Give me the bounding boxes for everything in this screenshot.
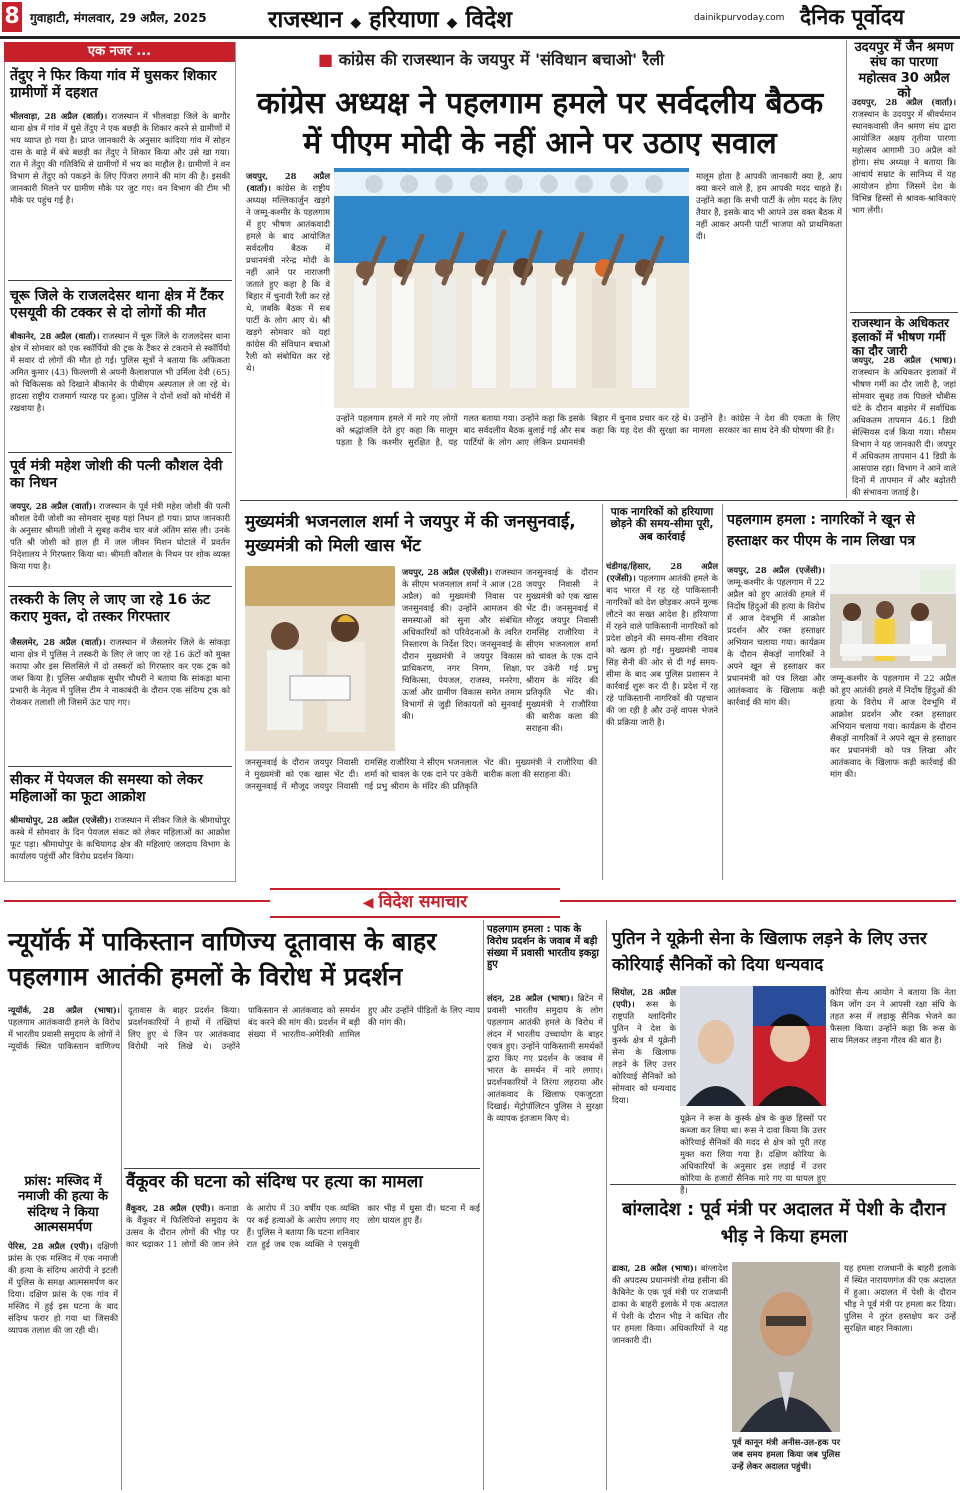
bangladesh-right-text: यह हमला राजधानी के बाहरी इलाके में स्थित नारायणगंज की एक अदालत में हुआ। अदालत में पेशी के दौरान भीड़ ने पूर्व मंत्री पर हमला कर दिया। पुलिस ने तुरंत हस्तक्षेप कर उन्हें सुरक्षित बाहर निकाला। (844, 1263, 956, 1333)
diamond-icon: ◆ (446, 15, 458, 31)
haryana-headline: पाक नागरिकों को हरियाणा छोड़ने की समय-सीमा पूरी, अब कार्रवाई (610, 506, 714, 543)
brief-dateline: श्रीमाधोपुर, 28 अप्रैल (एजेंसी)। (10, 815, 112, 825)
putin-body-right (830, 986, 956, 1176)
ek-nazar-label: एक नजर ... (4, 42, 235, 62)
ny-body (8, 1004, 480, 1166)
heat-headline: राजस्थान के अधिकतर इलाकों में भीषण गर्मी का दौर जारी (852, 316, 949, 359)
bangladesh-illustration (732, 1262, 840, 1432)
putin-body-left (612, 986, 676, 1176)
masthead (0, 0, 960, 39)
haryana-body (606, 560, 718, 878)
putin-bottom (680, 1112, 826, 1195)
cm-body (402, 566, 522, 744)
brief-text: राजस्थान में भीलवाड़ा जिले के बागौर थाना क्षेत्र में गांव में घुसे तेंदुए ने एक बछड़ी के शिकार करने से ग्रामीणों में भय व्याप्त हो गया है। प्राप्त जानकारी के अनुसार कांदिया गांव में सोहन दास के बाड़े में बंधे बछड़ी का तेंदुए ने शिकार किया और उसे खा गया। रात में तेंदुए की गतिविधि से ग्रामीणों में भय का माहौल है। ग्रामीणों ने वन विभाग से तेंदुए को पकड़ने के लिए पिंजरा लगाने की मांग की है। इसकी जानकारी मिलने पर ग्रामीण मौके पर जुट गए। वन विभाग की टीम भी मौके पर पहुंच गई है। (10, 111, 230, 205)
cm-bottom-text: जनसुनवाई के दौरान जयपुर निवासी ने मुख्यमंत्री को एक खास भेंट दी। जनसुनवाई में मौजूद जयपुर निवासी रामसिंह राजौरिया ने सीएम भजनलाल शर्मा को चावल के एक दाने पर उकेरी गई प्रभु श्रीराम के मंदिर की प्रतिकृति भेंट की। मुख्यमंत्री ने राजौरिया की बारीक कला की सराहना की। (245, 757, 597, 791)
ny-text: पहलगाम आतंकवादी हमले के विरोध में भारतीय प्रवासी समुदाय के लोगों ने न्यूयॉर्क स्थित पाकिस्तान वाणिज्य दूतावास के बाहर प्रदर्शन किया। प्रदर्शनकारियों ने हाथों में तख्तियां लिए हुए थे जिन पर आतंकवाद विरोधी नारे लिखे थे। उन्होंने पाकिस्तान से आतंकवाद को समर्थन बंद करने की मांग की। प्रदर्शन में बड़ी संख्या में भारतीय-अमेरिकी शामिल हुए और उन्होंने पीड़ितों के लिए न्याय की मांग की। (8, 1005, 480, 1051)
heat-dateline: जयपुर, 28 अप्रैल (भाषा)। (852, 355, 956, 365)
janasunvai-illustration (245, 566, 395, 751)
haryana-text: पहलगाम आतंकी हमले के बाद भारत में रह रहे पाकिस्तानी नागरिकों को देश छोड़कर अपने मुल्क लौटने का सख्त आदेश है। हरियाणा में रहने वाले पाकिस्तानी नागरिकों को प्रदेश छोड़ने की समय-सीमा रविवार को खत्म हो गई। मुख्यमंत्री नायब सिंह सैनी की ओर से दी गई समय-सीमा के बाद अब पुलिस प्रशासन ने कार्रवाई शुरू कर दी है। प्रदेश में रह रहे पाकिस्तानी नागरिकों की पहचान की जा रही है और उन्हें वापस भेजने की प्रक्रिया जारी है। (606, 573, 718, 727)
brief-body (10, 500, 230, 580)
heat-text: राजस्थान के अधिकतर इलाकों में भीषण गर्मी का दौर जारी है, जहां सोमवार सुबह तक पिछले चौबीस घंटे के दौरान बाड़मेर में सर्वाधिक अधिकतम तापमान 46.1 डिग्री सेल्सियस दर्ज किया गया। मौसम विभाग ने यह जानकारी दी। जयपुर में अधिकतम तापमान 41 डिग्री के आसपास रहा। विभाग ने आने वाले दिनों में तापमान में और बढ़ोतरी की संभावना जताई है। (852, 367, 956, 497)
main-bottom-text: उन्होंने पहलगाम हमले में मारे गए लोगों को श्रद्धांजलि देते हुए कहा कि मालूम पड़ता है कि कश्मीर सुरक्षित है, यह गलत बताया गया। उन्होंने कहा कि इसके बाद सर्वदलीय बैठक बुलाई गई और सब पार्टियों के लोग आए लेकिन प्रधानमंत्री बिहार में चुनाव प्रचार कर रहे थे। उन्होंने कहा कि यह देश की सुरक्षा का मामला है। कांग्रेस ने देश की एकता के लिए सरकार का साथ देने की घोषणा की है। (336, 413, 840, 447)
cm-right-col (526, 566, 598, 744)
rally-photo (334, 168, 689, 408)
london-text: ब्रिटेन में प्रवासी भारतीय समुदाय के लोग पहलगाम आतंकी हमले के विरोध में लंदन में भारतीय उच्चायोग के बाहर एकत्र हुए। उन्होंने पाकिस्तानी समर्थकों द्वारा किए गए प्रदर्शन के जवाब में भारत के समर्थन में नारे लगाए। प्रदर्शनकारियों ने तिरंगा लहराया और आतंकवाद के खिलाफ एकजुटता दिखाई। मेट्रोपॉलिटन पुलिस ने सुरक्षा के व्यापक इंतजाम किए थे। (487, 993, 603, 1123)
london-body (487, 992, 603, 1488)
ny-dateline: न्यूयॉर्क, 28 अप्रैल (भाषा)। (8, 1005, 120, 1015)
putin-bottom-text: यूक्रेन ने रूस के कुर्स्क क्षेत्र के कुछ हिस्सों पर कब्जा कर लिया था। रूस ने दावा किया कि उत्तर कोरियाई सैनिकों की मदद से क्षेत्र को पूरी तरह मुक्त करा लिया गया है। दक्षिण कोरिया के अधिकारियों के अनुसार इस लड़ाई में उत्तर कोरिया के हजारों सैनिक मारे गए या घायल हुए हैं। (680, 1113, 826, 1195)
haryana-dateline: चंडीगढ़/हिसार, 28 अप्रैल (एजेंसी)। (606, 561, 718, 583)
vancouver-dateline: वैंकूवर, 28 अप्रैल (एपी)। (126, 1203, 215, 1213)
chevron-left-icon: ◀ (362, 895, 374, 911)
main-col2-text: मालूम होता है आपकी जानकारी क्या है, आप क्या करने वाले हैं, हम आपकी मदद चाहते हैं। उन्होंने कहा कि सभी पार्टी के लोग मदद के लिए तैयार हैं, इसके बाद भी आपने उस वक्त बैठक में नहीं आकर अपनी पार्टी भाजपा को प्राथमिकता दी। (696, 171, 842, 241)
vancouver-text: कनाडा के वैंकूवर में फिलिपिनो समुदाय के उत्सव के दौरान लोगों की भीड़ पर कार चढ़ाकर 11 लोगों की जान लेने के आरोप में 30 वर्षीय एक व्यक्ति पर कई हत्याओं के आरोप लगाए गए हैं। पुलिस ने बताया कि घटना शनिवार रात हुई जब एक व्यक्ति ने एसयूवी कार भीड़ में घुसा दी। घटना में कई लोग घायल हुए हैं। (126, 1203, 480, 1249)
section-title (268, 2, 512, 34)
brief-body (10, 814, 230, 876)
square-bullet-icon: ■ (318, 50, 334, 69)
putin-text-left: रूस के राष्ट्रपति व्लादिमीर पुतिन ने देश के कुर्स्क क्षेत्र में यूक्रेनी सेना के खिलाफ लड़ने के लिए उत्तर कोरियाई सैनिकों को सोमवार को धन्यवाद दिया। (612, 999, 676, 1105)
bangladesh-caption: पूर्व कानून मंत्री अनीस-उल-हक पर जब समय हमला किया जब पुलिस उन्हें लेकर अदालत पहुंची। (732, 1437, 840, 1471)
petition-text: जम्मू-कश्मीर के पहलगाम में 22 अप्रैल को हुए आतंकी हमले में निर्दोष हिंदुओं की हत्या के विरोध में आज देवभूमि में आक्रोश प्रदर्शन और रक्त हस्ताक्षर अभियान चलाया गया। कार्यक्रम के दौरान सैकड़ों नागरिकों ने अपने खून से हस्ताक्षर कर प्रधानमंत्री को पत्र लिखा और आतंकवाद के खिलाफ कड़ी कार्रवाई की मांग की। (727, 577, 825, 707)
brief-text: राजस्थान में चूरू जिले के राजलदेसर थाना क्षेत्र में सोमवार को एक स्कॉर्पियो की ट्रक के टैंकर से टकराने से स्कॉर्पियो में सवार दो लोगों की मौत हो गई। पुलिस सूत्रों ने बताया कि अफिकता अमित कुमार (43) फिल्लणी से अपनी कैलाशपाल भी उर्मिला देवी (65) को चिकित्सक को दिखाने बीकानेर के पीबीएम अस्पताल ले जा रहे थे। हादसा राष्ट्रीय राजमार्ग ग्यारह पर हुआ। पुलिस ने दोनों शवों को मोर्चरी में रखवाया है। (10, 331, 231, 413)
cm-headline: मुख्यमंत्री भजनलाल शर्मा ने जयपुर में की जनसुनवाई, मुख्यमंत्री को मिली खास भेंट (245, 512, 576, 556)
bangladesh-photo (732, 1262, 840, 1432)
vancouver-body (126, 1202, 480, 1488)
section-rajasthan: राजस्थान (268, 7, 343, 33)
bangladesh-text: बांग्लादेश की अपदस्थ प्रधानमंत्री शेख हसीना की कैबिनेट के एक पूर्व मंत्री पर राजधानी ढाका के बाहरी इलाके में एक अदालत में पेशी के दौरान भीड़ ने कथित तौर पर हमला किया। अधिकारियों ने यह जानकारी दी। (612, 1263, 728, 1345)
vancouver-headline: वैंकूवर की घटना को संदिग्ध पर हत्या का मामला (126, 1172, 423, 1192)
brief-text: राजस्थान में सीकर जिले के श्रीमाधोपुर कस्बे में सोमवार के दिन पेयजल संकट को लेकर महिलाओं का आक्रोश फूट पड़ा। श्रीमाधोपुर के कचियागढ़ क्षेत्र की महिलाएं जलदाय विभाग के कार्यालय पहुंचीं और विरोध प्रदर्शन किया। (10, 815, 230, 861)
brief-body (10, 636, 230, 762)
petition-body-right (830, 672, 956, 878)
petition-headline: पहलगाम हमला : नागरिकों ने खून से हस्ताक्षर कर पीएम के नाम लिखा पत्र (727, 512, 916, 549)
brief-dateline: भीलवाड़ा, 28 अप्रैल (वार्ता)। (10, 111, 108, 121)
petition-dateline: जयपुर, 28 अप्रैल (एजेंसी)। (727, 565, 825, 575)
jain-headline: उदयपुर में जैन श्रमण संघ का पारणा महोत्सव 30 अप्रैल को (854, 40, 954, 101)
janasunvai-photo (245, 566, 395, 751)
main-story-kicker (318, 48, 664, 70)
brief-headline: सीकर में पेयजल की समस्या को लेकर महिलाओं का फूटा आक्रोश (10, 772, 203, 805)
jain-text: राजस्थान के उदयपुर में श्रीवर्धमान स्थानकवासी जैन श्रमण संघ द्वारा आयोजित अक्षय तृतीया पारणा महोत्सव आगामी 30 अप्रैल को होगा। संघ अध्यक्ष ने बताया कि आचार्य सम्राट के सानिध्य में यह आयोजन होगा जिसमें देश के विभिन्न हिस्सों से श्रावक-श्राविकाएं भाग लेंगी। (852, 109, 956, 215)
brief-text: राजस्थान में जैसलमेर जिले के सांकड़ा थाना क्षेत्र में पुलिस ने तस्करी के लिए ले जाए जा रहे 16 ऊंटों को मुक्त कराया और इस सिलसिले में दो तस्करों को गिरफ्तार कर एक ट्रक को जब्त किया है। पुलिस अधीक्षक सुधीर चौधरी ने बताया कि सांकड़ा थाना प्रभारी के नेतृत्व में पुलिस टीम ने नाकाबंदी के दौरान एक संदिग्ध ट्रक को रोककर तलाशी ली जिसमें ऊंट पाए गए। (10, 637, 231, 707)
brief-dateline: जैसलमेर, 28 अप्रैल (वार्ता)। (10, 637, 106, 647)
main-story-bottom (336, 412, 840, 474)
brief-body (10, 110, 230, 272)
heat-body (852, 354, 956, 496)
petition-photo (830, 564, 956, 668)
cm-right-text: जनसुनवाई के दौरान जयपुर निवासी ने मुख्यमंत्री को एक खास भेंट दी। जनसुनवाई में मौजूद जयपुर निवासी रामसिंह राजौरिया ने सीएम भजनलाल शर्मा को चावल के एक दाने पर उकेरी गई प्रभु श्रीराम के मंदिर की प्रतिकृति भेंट की। मुख्यमंत्री ने राजौरिया की बारीक कला की सराहना की। (526, 567, 598, 733)
france-body (8, 1240, 118, 1488)
london-dateline: लंदन, 28 अप्रैल (भाषा)। (487, 993, 574, 1003)
website-url: dainikpurvoday.com (694, 13, 785, 23)
france-dateline: पेरिस, 28 अप्रैल (एपी)। (8, 1241, 93, 1251)
brief-dateline: बीकानेर, 28 अप्रैल (वार्ता)। (10, 331, 100, 341)
petition-body (727, 564, 825, 878)
cm-dateline: जयपुर, 28 अप्रैल (एजेंसी)। (402, 567, 492, 577)
ny-headline: न्यूयॉर्क में पाकिस्तान वाणिज्य दूतावास के बाहर पहलगाम आतंकी हमलों के विरोध में प्रदर्शन (8, 927, 437, 991)
bangladesh-dateline: ढाका, 28 अप्रैल (भाषा)। (612, 1263, 697, 1273)
petition-text-right: जम्मू-कश्मीर के पहलगाम में 22 अप्रैल को हुए आतंकी हमले में निर्दोष हिंदुओं की हत्या के विरोध में आज देवभूमि में आक्रोश प्रदर्शन और रक्त हस्ताक्षर अभियान चलाया गया। कार्यक्रम के दौरान सैकड़ों नागरिकों ने अपने खून से हस्ताक्षर कर प्रधानमंत्री को पत्र लिखा और आतंकवाद के खिलाफ कड़ी कार्रवाई की मांग की। (830, 673, 956, 779)
brief-headline: पूर्व मंत्री महेश जोशी की पत्नी कौशल देवी का निधन (10, 458, 223, 491)
brief-headline: चूरू जिले के राजलदेसर थाना क्षेत्र में टैंकर एसयूवी की टक्कर से दो लोगों की मौत (10, 288, 224, 321)
section-videsh: विदेश (465, 7, 513, 33)
main-col1-text: कांग्रेस के राष्ट्रीय अध्यक्ष मल्लिकार्जुन खड़गे ने जम्मू-कश्मीर के पहलगाम में हुए भीषण आतंकवादी हमले के बाद आयोजित सर्वदलीय बैठक में प्रधानमंत्री नरेन्द्र मोदी के नहीं आने पर नाराजगी जताते हुए कहा है कि वे बिहार में चुनावी रैली कर रहे थे, जबकि बैठक में सब पार्टी के लोग आए थे। श्री खड़गे सोमवार को यहां कांग्रेस की संविधान बचाओ रैली को संबोधित कर रहे थे। (246, 183, 330, 373)
main-story-col1 (246, 170, 330, 470)
kicker-text: कांग्रेस की राजस्थान के जयपुर में 'संविधान बचाओ' रैली (338, 50, 665, 69)
brief-headline: तस्करी के लिए ले जाए जा रहे 16 ऊंट कराए मुक्त, दो तस्कर गिरफ्तार (10, 592, 211, 625)
london-headline: पहलगाम हमला : पाक के विरोध प्रदर्शन के जवाब में बड़ी संख्या में प्रवासी भारतीय इकट्ठा हुए (487, 924, 599, 971)
putin-kim-photo (680, 986, 826, 1106)
petition-illustration (830, 564, 956, 668)
cm-text: राजस्थान के सीएम भजनलाल शर्मा ने आज (28 अप्रैल) को मुख्यमंत्री निवास पर जनसुनवाई की। उन्होंने आमजन की समस्याओं को सुना और संबंधित अधिकारियों को परिवेदनाओं के त्वरित निस्तारण के निर्देश दिए। जनसुनवाई के दौरान मुख्यमंत्री ने जयपुर विकास प्राधिकरण, नगर निगम, शिक्षा, चिकित्सा, पेयजल, राजस्व, मनरेगा, ऊर्जा और ग्रामीण विकास समेत तमाम विभागों से जुड़ी शिकायतों को सुनवाई की। (402, 567, 522, 721)
main-headline: कांग्रेस अध्यक्ष ने पहलगाम हमले पर सर्वदलीय बैठक में पीएम मोदी के नहीं आने पर उठाए सवाल (256, 86, 824, 161)
brief-text: राजस्थान के पूर्व मंत्री महेश जोशी की पत्नी कौशल देवी जोशी का सोमवार सुबह यहां निधन हो गया। प्राप्त जानकारी के अनुसार श्रीमती जोशी ने सुबह करीब चार बजे अंतिम सांस ली। उनके पति श्री जोशी को हाल ही में जल जीवन मिशन घोटाले में प्रवर्तन निदेशालय ने गिरफ्तार किया था। श्रीमती कौशल के निधन पर शोक व्यक्त किया गया है। (10, 501, 230, 571)
bangladesh-headline: बांग्लादेश : पूर्व मंत्री पर अदालत में पेशी के दौरान भीड़ ने किया हमला (622, 1199, 946, 1247)
diamond-icon: ◆ (350, 15, 362, 31)
page-number: 8 (2, 2, 22, 32)
section-haryana: हरियाणा (369, 7, 439, 33)
rally-photo-illustration (334, 168, 689, 408)
brief-dateline: जयपुर, 28 अप्रैल (वार्ता)। (10, 501, 96, 511)
jain-dateline: उदयपुर, 28 अप्रैल (वार्ता)। (852, 97, 956, 107)
cm-bottom (245, 756, 597, 876)
main-dateline: जयपुर, 28 अप्रैल (वार्ता)। (246, 171, 330, 193)
putin-dateline: सियोल, 28 अप्रैल (एपी)। (612, 987, 676, 1009)
paper-logo: दैनिक पूर्वोदय (800, 5, 905, 29)
putin-headline: पुतिन ने यूक्रेनी सेना के खिलाफ लड़ने के लिए उत्तर कोरियाई सैनिकों को दिया धन्यवाद (612, 929, 927, 975)
france-text: दक्षिणी फ्रांस के एक मस्जिद में एक नमाजी की हत्या के संदिग्ध आरोपी ने इटली में पुलिस के समक्ष आत्मसमर्पण कर दिया। दक्षिण फ्रांस के एक गांव में मस्जिद में हुई इस घटना के बाद संदिग्ध फरार हो गया था जिसकी व्यापक तलाश की जा रही थी। (8, 1241, 118, 1335)
france-headline: फ्रांस: मस्जिद में नमाजी की हत्या के संदिग्ध ने किया आत्मसमर्पण (18, 1174, 108, 1235)
foreign-news-banner (270, 888, 560, 918)
brief-body (10, 330, 230, 446)
foreign-news-label: विदेश समाचार (378, 892, 468, 912)
jain-body (852, 96, 956, 306)
brief-headline: तेंदुए ने फिर किया गांव में घुसकर शिकार ग्रामीणों में दहशत (10, 68, 217, 101)
bangladesh-right-col (844, 1262, 956, 1488)
putin-text-right: कोरिया सैन्य आयोग ने बताया कि नेता किम जोंग उन ने आपसी रक्षा संधि के तहत रूस में लड़ाकू सैनिक भेजने का फैसला किया। उन्होंने कहा कि रूस के साथ मिलकर लड़ना गौरव की बात है। (830, 987, 956, 1045)
putin-kim-illustration (680, 986, 826, 1106)
bangladesh-body (612, 1262, 728, 1488)
dateline: गुवाहाटी, मंगलवार, 29 अप्रैल, 2025 (30, 11, 207, 25)
